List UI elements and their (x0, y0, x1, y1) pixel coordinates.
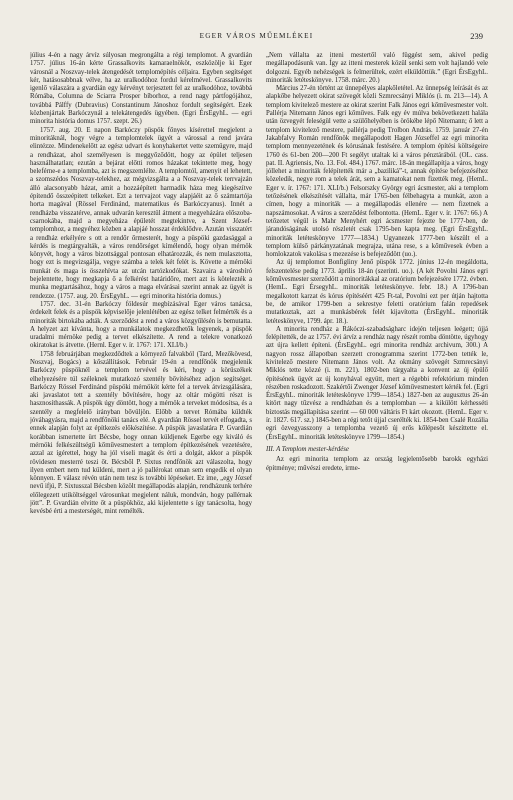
right-column (266, 52, 488, 790)
paragraph: július 4-én a nagy árvíz súlyosan megrongálta a régi templomot. A gvardián 1757. július 16-án kérte Grassalkovits kamaraelnököt, eszközölje ki Eger városnál a Noszvay-telek átengedését templomépítés céljaira. Egyben segítséget kér, hatásosabbnak vélve, ha az uralkodóhoz fordul kérelmével. Grassalkovits igenlő válaszára a gvardián egy kérvényt terjesztett fel az uralkodóhoz, továbbá Rómába, Columna de Sciarra Prosper bíborhoz, a rend nagy pártfogójához, továbbá Pálffy (Dubravius) Constantinum Jánoshoz fordult segítségért. Ezek közbenjártak Barkóczynál a telekátengedés ügyében. (Egri ÉrsEgyhL. — egri minorita história domus 1757. szept. 26.) (30, 52, 252, 126)
paragraph: 1757. aug. 20. E napon Barkóczy püspök főnyes kíséretteI megjelent a minoritáknál, hogy végre a templomtelek ügyét a várossal a rend javára elintézze. Mindenekelőtt az egész udvart és konyhakertet vette szemügyre, majd a rendházat, ahol személyesen is meggyőződött, hogy az épület teljesen használhatatlan; ezután a bejárat előtti romos házakat tekintette meg, hogy beleférne-e a templomba, azt is megszemlélte. A templomtól, amenyit el lehetett, a szomszédos Noszvay-telekhez, az mégvizsgálta a a Noszvay-telek terrvajzán álló alacsonyabb házat, amit a hozzáépített harmadik háza meg kiegészítve építendő összeépitett telkeket. Ezt a terrvajzot vagy alapjáéit az ő számtartója horta magával (Rössel Ferdinánd, matematikus és Barkóczyanus). Innét a rendházba visszatérve, annak udvarán keresztül átment a megyeházára előszobacsarnokába, majd a megyeháza épületét megtekintve, a Szent József-templomhoz, a megyéhez közben a alapjáé hosszat érdeklődve. Azután visszatért a rendház erkélyére s ott a rendőr őrmesterét, hogy a püspöki gazdasággal a kérdés is megtárgyalták, a város rendőrséget kímélendő, hogy olyan mérnök könyvét, hogy a város bizottsággal pontosan elhatározzák, és nem mulasztotta, hogy ezt is megvizsgálja, vegye számba a telek két felét is. Követte a mérnöki munkát és maga is összehívta az utcán tartózkodókat. Szavaira a városbíró bejelentette, hogy megkapja ő a felkérést határidőre, mert azt is kötelezték a munka megtartásához, hogy a város a maga elvárásai szerint annak az ügyét is rendezze. (1757. aug. 20. ÉrsEgyhL. — egri minorita história domus.) (30, 126, 252, 300)
paragraph: A minorita rendház a Rákóczi-szabadságharc idején teljesen leégett; újjá felépítették, de az 1757. évi árvíz a rendház nagy részét romba döntötte, úgyhogy azt újra kellett építeni. (ÉrsEgyhL. egri minorita rendház archivum, 300.) A nagyon rossz állapotban szerzett cronogramma szerint 1772-ben tették le, kivitelező mestere Nitemann János volt. Az okmány szövegét Szmrecsányi Miklós tette közzé (i. m. 221). 1802-ben tárgyalta a konvent az új épülő építésének ügyét az új konyhával együtt, mert a régebbi refektórium minden részében roskadozott. Szakértői Zwenger József kőművesmestert kérték fel. (Egri ÉrsEgyhL. minoriták letéteskönyve 1799—1854.) 1827-ben az augusztus 26-án kitört nagy tűzvész a rendházban és a templomban — a kikülött kérhesséti bíztostás megállapítása szerint — 60 000 váltáris Ft kárt okozott. (HemL. Eger v. ír. 1827. 617. sz.) 1845-ben a régi tetőt újjal cserélték ki. 1854-ben Csalé Rozália egri özvegyasszony a templomba vezető új erős kőlépesőt készíttette el. (ÉrsEgyhL. minoriták letéteskönyve 1799—1854.) (266, 325, 488, 441)
paragraph: Március 27-én történt az ünnepélyes alapkőletétel. Az ünnepség leírását és az alapkőbe helyezett okirat szövegét közli Szmrecsányi Miklós (i. m. 213—14). A templom kivitelező mestere az okirat szerint Falk János egri kőművesmester volt. Pallérja Nitemann János egri kőműves. Falk egy év múlva bekövetkezett halála után özvegyét feleségül vette a szülőhelyében is örökébe lépő Nitemann; ő lett a templom kivitelező mestere, pallérja pedig Trolbon András. 1759. január 27-én Jakabfalvy Román rendfőnök megállapodott Hagen Józseffel az egri minorita templom mennyezetének és kórusának festésére. A templom építési költségeire 1760 és 61-ben 200—200 Ft segélyt utaltak ki a város pénztárából. (OL. cass. pat. II. Agriensis, No. 13. Fol. 484.) 1767. márc. 18-án megállapítja a város, hogy jóllehet a minoriták felépítették már a „baziliká”-t, annak építése befejezéséhez közeledik, negye rom a telek árát, sem a kamatokat nem fizették meg. (HemL. Eger v. ír. 1767: 171. XLI/b.) Felsorszky György egri ácsmester, aki a templom tetőzésének elkészítését vállalta, már 1765-ben félbehagyta a munkát, azon a címen, hogy a minoriták — a megállapodás ellenére — nem fizetnek a napszámosokat. A város a szerződést felbontotta. (HemL. Eger v. ír. 1767: 66.) A tetőzetet végül is Mahr Menyhért egri ácsmester fejezte be 1777-ben, de járandóságának utolsó részletét csak 1795-ben kapta meg. (Egri ÉrsEgyhL. minoriták letéteskönyve 1777—1834.) Ugyanezek 1777-ben készült el a templom külső párkányzatának megrajza, utána rese, s a kőművesek évben a homlokzatok vakolása s mezezése is befejeződött (uo.). (266, 85, 488, 259)
paragraph: Az új templomot Bonfigliny Jenő püspök 1772. június 12-én megáldotta, felszentelése pedig 1773. április 18-án (szerinti. uo.). (A két Povolni János egri kőművesmester szerződött a minoritákkal az oratórium befejezésére 1772. évben. (HemL. Egri ÉrsegyhL. minoriták letéteskönyve. febr. 18.) A 1796-ban megalkotott karzat és kórus építéséért 425 Ft-tal, Povolni ezt per útján hajtotta be, de amikor 1799-ben a sekrestye feletti oratórium falán repedések mutatkoztak, azt a munkásbérek felét kijavította (ÉrsEgyhL. minoriták letéteskönyve, 1799. ápr. 18.). (266, 259, 488, 325)
section-title: III. A Templom mester-kérdése (266, 445, 349, 453)
paragraph: 1758 februárjában megkezdődtek a környező falvakból (Tard, Mezőkövesd, Noszvaj, Bogács) a kőszállítások. Február 19-én a rendfőnök megjelenik Barkóczy püspöknél a templom tervével és kéri, hogy a körüszékek elhelyezésére túl széleknek mutatkozó szentély bővítéséhez adjon segítséget. Barkóczy Rössel Ferdinánd püspöki mérnököt kérte fel a tervek átvizsgálására, aki javaslatot tett a szentély bővítésére, hogy az oltár mögötti részt is hasznosíthassák. A püspök úgy döntött, hogy a mérnök a terveket módosítsa, és a szentély a megfelelő irányban bővüljön. Előbb a tervet Rómába küldték jóváhagyásra, majd a rendfőnöki tanács elé. A gvardián Rössel tervét elfogadta, s ennek alapján folyt az építkezés előkészítése. A püspök javaslatára P. Gvardián korábban ismertette ürt Bécsbe, hogy onnan küldjenek Egerbe egy kiváló és mérnöki felkészültségű kőművesmestert a templom építkezésének vezetésére, azzal az ígérettel, hogy ha jól viseli magát és érti a dolgát, akkor a püspök rövidesen mesterré teszi őt. Bécsből P. Sixtus rendfőnök azt válaszolta, hogy ilyen embert nem tud küldeni, mert a jó pallérokat oman sem engedik el olyan könnyen. E válasz révén után nem tesz is további lépéseket. Ez ime, „egy József nevű ifjú, P. Sixtusszal Bécsben közölt megállapodás alapján, rendházunk terhére előlegezett utiköltséggel városunkat megjelent náluk, mondván, hogy pallérnak jött”. P. Gvardián elvitte őt a püspökhöz, aki kijelentette s így tanácsolta, hogy kevésbé érti a mesterségét, mint remélték. (30, 350, 252, 516)
page-number: 239 (470, 31, 483, 41)
page-header (30, 32, 483, 44)
running-head: EGER VÁROS MŰEMLÉKEI (199, 32, 314, 40)
paragraph: Az egri minorita templom az ország legjelentősebb barokk egyházi építménye; művészi eredete, irme- (266, 456, 488, 472)
text-columns (30, 52, 488, 790)
paragraph: „Nem vállalta az itteni mestertől való függést sem, akivel pedig megállapodásunk van. Így az itteni mesterek közül senki sem volt hajlandó vele dolgozni. Egyéb nehézségek is felmerültek, ezért elküldöttük.” (Egri ÉrsEgyhL. minoriták letéteskönyve. 1758. márc. 20.) (266, 52, 488, 84)
paragraph: 1757. dec. 31-én Barkóczy földesúr megbízásával Eger város tanácsa, érdekelt felek és a püspök képviselője jelenlétében az egész telket felmérték és a minoriták birtokába adták. A szerződést a rend a város közgyűlésén is bemutatta. A helyzet azt kívánta, hogy a munkálatok megkezdhetők legyenek, a püspök uradalmi mérnöke pedig a tervet elkészítette. A rend a telekre vonatkozó okiratokat is átvette. (Hernl. Eger v. ír. 1767: 171. XLI/b.) (30, 300, 252, 350)
left-column (30, 52, 252, 790)
